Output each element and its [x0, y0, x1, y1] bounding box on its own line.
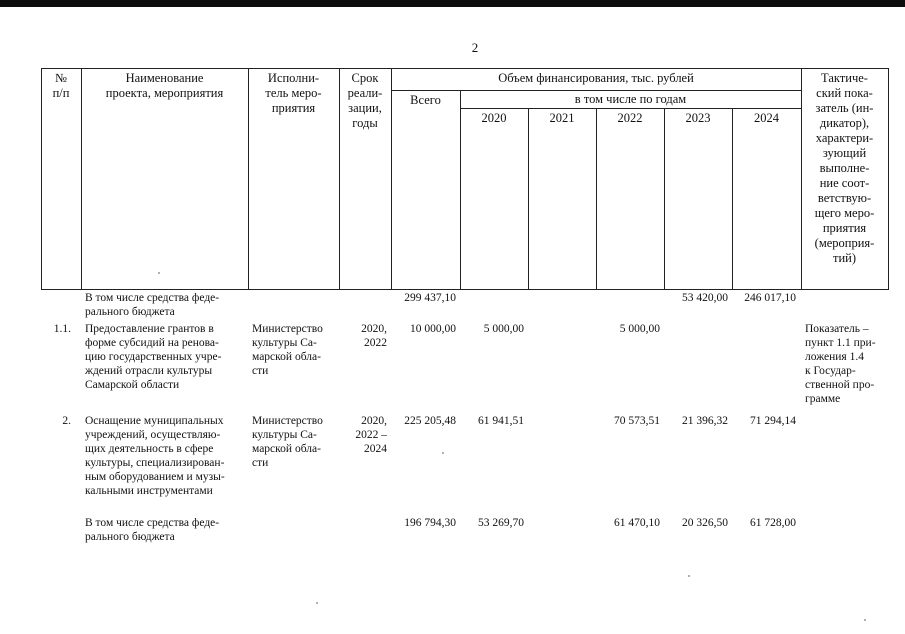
- header-year-2021: 2021: [549, 111, 575, 125]
- row3-2020: 53 269,70: [478, 517, 524, 529]
- funding-header-divider: [391, 90, 801, 91]
- row0-2023: 53 420,00: [682, 292, 728, 304]
- row2-term: 2020, 2022 – 2024: [355, 415, 387, 455]
- col-border-6: [528, 108, 529, 290]
- row2-2020: 61 941,51: [478, 415, 524, 427]
- scan-speck: [864, 619, 866, 621]
- col-border-7: [596, 108, 597, 290]
- row3-name: В том числе средства феде- рального бюджета: [85, 517, 220, 543]
- header-year-2024: 2024: [754, 111, 779, 125]
- table-top-border: [41, 68, 889, 69]
- header-indicator: Тактиче- ский пока- затель (ин- дикатор), характери- зующий выполне- ние соот- ветствую- щего меро- приятия (мероприя- тий): [814, 71, 875, 265]
- years-header-divider: [460, 108, 801, 109]
- row2-name: Оснащение муниципальных учреждений, осуществляю- щих деятельность в сфере культуры, специализирован- ным оборудованием и музы- кальными инструментами: [85, 415, 225, 497]
- col-border-11: [888, 68, 889, 290]
- row0-name: В том числе средства феде- рального бюджета: [85, 292, 220, 318]
- row0-2024: 246 017,10: [744, 292, 796, 304]
- row3-2024: 61 728,00: [750, 517, 796, 529]
- row2-total: 225 205,48: [404, 415, 456, 427]
- row2-2022: 70 573,51: [614, 415, 660, 427]
- header-bottom-border: [41, 289, 889, 290]
- col-border-9: [732, 108, 733, 290]
- scan-speck: [688, 575, 690, 577]
- row3-2022: 61 470,10: [614, 517, 660, 529]
- row1-term: 2020, 2022: [361, 323, 387, 349]
- scan-speck: [158, 272, 160, 274]
- header-executor: Исполни- тель меро- приятия: [265, 71, 322, 115]
- col-border-8: [664, 108, 665, 290]
- row2-2023: 21 396,32: [682, 415, 728, 427]
- row2-num: 2.: [62, 415, 71, 427]
- row1-name: Предоставление грантов в форме субсидий на ренова- цию государственных учре- ждений отрасли культуры Самарской области: [85, 323, 222, 391]
- header-total: Всего: [410, 93, 441, 107]
- scan-speck: [316, 602, 318, 604]
- header-name: Наименование проекта, мероприятия: [105, 71, 224, 100]
- row1-total: 10 000,00: [410, 323, 456, 335]
- row1-2020: 5 000,00: [483, 323, 524, 335]
- row1-2022: 5 000,00: [619, 323, 660, 335]
- page-number: 2: [471, 40, 479, 55]
- row1-executor: Министерство культуры Са- марской обла- сти: [252, 323, 323, 377]
- header-year-2023: 2023: [685, 111, 711, 125]
- header-year-2022: 2022: [617, 111, 643, 125]
- col-border-1: [81, 68, 82, 290]
- header-num: № п/п: [52, 71, 70, 100]
- row3-total: 196 794,30: [404, 517, 456, 529]
- header-by-years: в том числе по годам: [574, 92, 687, 106]
- row3-2023: 20 326,50: [682, 517, 728, 529]
- row0-total: 299 437,10: [404, 292, 456, 304]
- row1-indicator: Показатель – пункт 1.1 при- ложения 1.4 к Государ- ственной про- грамме: [805, 323, 876, 405]
- scan-speck: [442, 452, 444, 454]
- header-funding: Объем финансирования, тыс. рублей: [498, 71, 694, 85]
- row1-num: 1.1.: [53, 323, 71, 335]
- col-border-0: [41, 68, 42, 290]
- header-year-2020: 2020: [481, 111, 507, 125]
- row2-executor: Министерство культуры Са- марской обла- сти: [252, 415, 323, 469]
- row2-2024: 71 294,14: [750, 415, 796, 427]
- header-term: Срок реали- зации, годы: [347, 71, 383, 130]
- scan-top-edge: [0, 0, 905, 7]
